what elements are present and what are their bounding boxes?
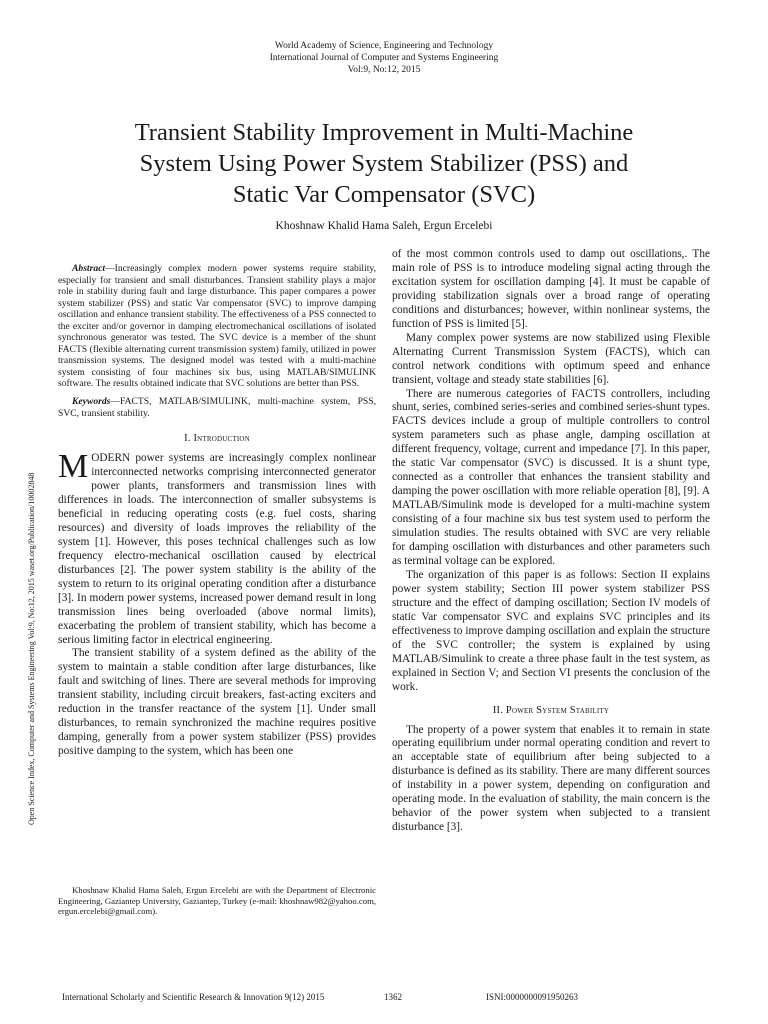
drop-cap: M <box>58 448 89 486</box>
left-column <box>58 263 376 759</box>
intro-paragraph-1-text: ODERN power systems are increasingly complex nonlinear interconnected networks comprising interconnected generator power plants, transformers and transmission lines with differences in loads. The interconnection of smaller subsystems is beneficial in reducing operating costs (e.g. fuel costs, sharing resources) and diversity of loads improves the reliability of the system [1]. However, this poses technical challenges such as low frequency electro-mechanical oscillation caused by electrical disturbances [2]. The power system stability is the ability of the system to return to its original operating condition after a disturbance [3]. In modern power systems, increased power demand result in long transmission lines being overloaded (above normal limits), exacerbating the problem of transient stability, which has become a serious limiting factor in electrical engineering. <box>58 452 376 646</box>
abstract-label: Abstract <box>72 263 106 274</box>
title-line-3: Static Var Compensator (SVC) <box>232 181 536 208</box>
footer-publisher: International Scholarly and Scientific Research & Innovation 9(12) 2015 <box>62 992 325 1002</box>
keywords-text: —FACTS, MATLAB/SIMULINK, multi-machine system, PSS, SVC, transient stability. <box>58 396 376 419</box>
author-affiliation-footnote: Khoshnaw Khalid Hama Saleh, Ergun Ercelebi are with the Department of Electronic Engineering, Gaziantep University, Gaziantep, Turkey (e-mail: khoshnaw982@yahoo.com, ergun.ercelebi@gmail.com). <box>58 885 376 916</box>
intro-paragraph-5: There are numerous categories of FACTS controllers, including shunt, series, combined series-series and combined series-shunt types. FACTS devices include a group of multiple controllers to control system parameters such as phase angle, damping oscillation at different frequency, voltage, current and impedance [7]. In this paper, the static Var compensator (SVC) is discussed. It is a shunt type, connected as a controller that enhances the transient stability and damping the power oscillation with more reliable operation [8], [9]. A MATLAB/Simulink mode is developed for a multi-machine system consisting of a four machine six bus test system used to perform the simulation studies. The results obtained with SVC are very reliable for damping oscillation with disturbances and other parameters such as terminal voltage can be explored. <box>392 387 710 567</box>
intro-paragraph-2: The transient stability of a system defined as the ability of the system to maintain a stable condition after large disturbances, like fault and switching of lines. There are several methods for improving transient stability, including circuit breakers, fast-acting exciters and reduction in the transfer reactance of the system [1]. Under small disturbances, to remain synchronized the machine requires positive damping, generally from a power system stabilizer (PSS) provides positive damping to the system, which has been one <box>58 647 376 758</box>
intro-paragraph-1 <box>58 448 376 647</box>
journal-volume: Vol:9, No:12, 2015 <box>347 65 421 75</box>
right-column <box>392 248 710 835</box>
side-margin-citation: Open Science Index, Computer and Systems Engineering Vol:9, No:12, 2015 waset.org/Publication/10002848 <box>27 472 36 825</box>
abstract-text: —Increasingly complex modern power systems require stability, especially for transient and small disturbances. Transient stability plays a major role in stability during fault and large disturbance. This paper compares a power system stabilizer (PSS) and static Var compensator (SVC) to improve damping oscillation and enhance transient stability. The effectiveness of a PSS connected to the exciter and/or governor in damping electromechanical oscillations of isolated synchronous generator was tested. The SVC device is a member of the shunt FACTS (flexible alternating current transmission system) family, utilized in power transmission systems. The designed model was tested with a multi-machine system consisting of four machines six bus, using MATLAB/SIMULINK software. The results obtained indicate that SVC solutions are better than PSS. <box>58 263 376 390</box>
section-heading-introduction: I. Introduction <box>184 433 250 445</box>
intro-paragraph-3: of the most common controls used to damp out oscillations,. The main role of PSS is to introduce modeling signal acting through the excitation system for oscillation damping [4]. It must be capable of providing stabilization signals over a broad range of operating conditions and disturbances; however, within nonlinear systems, the function of PSS is limited [5]. <box>392 248 710 330</box>
keywords <box>58 396 376 419</box>
title-line-1: Transient Stability Improvement in Multi-Machine <box>134 119 634 146</box>
journal-header <box>0 40 768 76</box>
page-number: 1362 <box>384 992 402 1002</box>
intro-paragraph-6: The organization of this paper is as follows: Section II explains power system stability; Section III power system stabilizer PSS structure and the effect of damping oscillation; Section IV models of static Var compensator SVC and explains SVC principles and its effectiveness to improve damping oscillation and explain the structure of the SVC controller; the system is explained by using MATLAB/Simulink to create a three phase fault in the test system, as explained in Section V; and Section VI presents the conclusion of the work. <box>392 568 710 693</box>
section-heading-power-system-stability: II. Power System Stability <box>492 704 610 716</box>
keywords-label: Keywords <box>72 396 111 408</box>
title-line-2: System Using Power System Stabilizer (PSS) and <box>139 150 629 177</box>
paper-title <box>48 117 720 210</box>
author-list: Khoshnaw Khalid Hama Saleh, Ergun Ercelebi <box>275 220 493 232</box>
journal-name: International Journal of Computer and Systems Engineering <box>269 53 499 63</box>
stability-paragraph-1: The property of a power system that enables it to remain in state operating equilibrium under normal operating condition and revert to an acceptable state of equilibrium after being subjected to a disturbance is defined as its stability. There are many different sources of instability in a power system, depending on configuration and operating mode. In the evaluation of stability, the main concern is the behavior of the power system when subjected to a transient disturbance [3]. <box>392 723 710 834</box>
footer-isni: ISNI:0000000091950263 <box>486 992 578 1002</box>
intro-paragraph-4: Many complex power systems are now stabilized using Flexible Alternating Current Transmission System (FACTS), which can control network conditions with optimum speed and enhance transient, voltage and steady state stabilities [6]. <box>392 331 710 386</box>
journal-publisher: World Academy of Science, Engineering and Technology <box>274 41 494 51</box>
abstract <box>58 263 376 390</box>
